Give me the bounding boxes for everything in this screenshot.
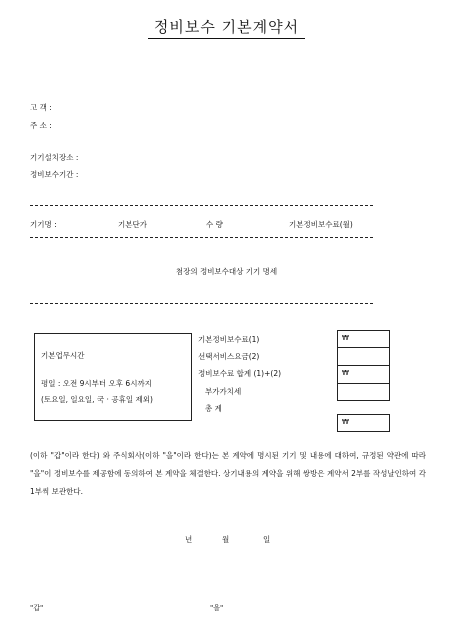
divider [30,303,373,304]
model-header: 기기명 : [30,220,57,229]
basic-fee-header: 기본정비보수료(월) [289,220,353,229]
party-gap: "갑" [30,604,44,612]
vat-item: 부가가치세 [205,387,242,396]
address-label: 주 소 : [30,121,52,130]
grand-total-item: 총 계 [205,404,222,413]
install-location-label: 기기설치장소 : [30,153,79,162]
subtotal-amount [337,365,390,384]
won-sign: ₩ [342,418,349,426]
vat-amount [337,383,390,401]
date-day: 일 [263,535,271,544]
business-hours-box [34,333,192,421]
business-hours-heading: 기본업무시간 [41,351,85,360]
won-sign: ₩ [342,334,349,342]
business-hours-exclusion: (토요일, 일요일, 국 · 공휴일 제외) [41,395,153,404]
date-year: 년 [185,535,193,544]
quantity-header: 수 량 [206,220,223,229]
service-period-label: 정비보수기간 : [30,170,79,179]
contract-paragraph: (이하 "갑"이라 한다) 와 주식회사(이하 "을"이라 한다)는 본 계약에 명시된 기기 및 내용에 대하여, 규정된 약관에 따라 "을"이 정비보수를 제공함에 동의하여 본 계약을 체결한다. 상기내용의 계약을 위해 쌍방은 계약서 2부를 작성날인하여 각 1부씩 보관한다. [30,451,426,496]
date-month: 월 [222,535,230,544]
fee-subtotal-item: 정비보수료 합계 (1)+(2) [198,369,282,378]
party-eul: "을" [210,604,224,612]
won-sign: ₩ [342,369,349,377]
customer-label: 고 객 : [30,103,52,112]
divider [30,205,373,206]
optional-fee-amount [337,347,390,366]
page-title: 정비보수 기본계약서 [0,16,453,37]
business-hours-weekday: 평일 : 오전 9시부터 오후 6시까지 [41,379,152,388]
basic-fee-amount [337,330,390,348]
grand-total-amount [337,414,390,432]
equipment-detail-note: 첨장의 정비보수대상 기기 명세 [175,267,278,276]
divider [30,237,373,238]
unit-price-header: 기본단가 [118,220,147,229]
optional-service-item: 선택서비스요금(2) [198,352,260,361]
basic-fee-item: 기본정비보수료(1) [198,335,260,344]
